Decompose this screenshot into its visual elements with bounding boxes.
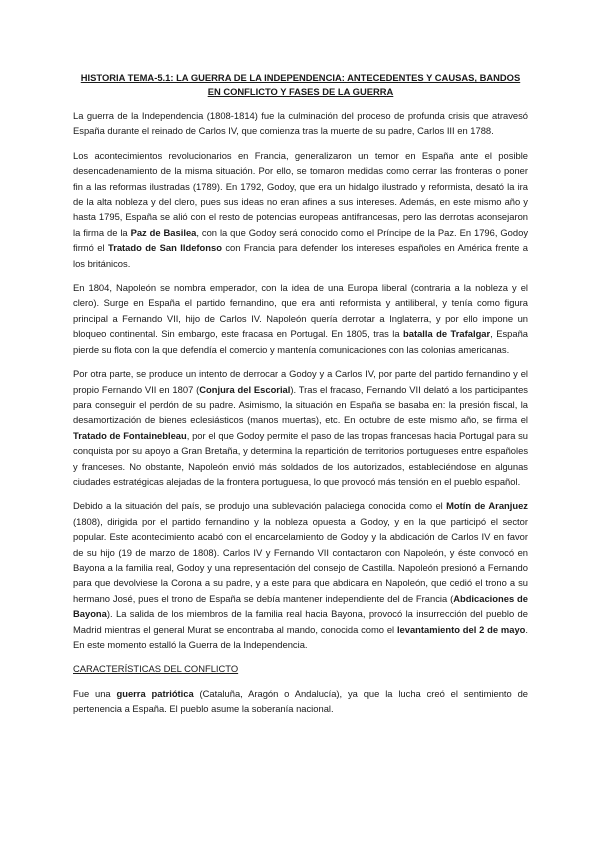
- bold-term: batalla de Trafalgar: [403, 328, 491, 340]
- paragraph-intro: [73, 108, 528, 139]
- paragraph-french-revolution: [73, 148, 528, 271]
- text-run: Por otra parte, se produce un intento de derrocar a Godoy y a Carlos IV, por parte del partido fernandino y el propio Fernando VII en 1807 (: [73, 368, 528, 395]
- text-run: . En este momento estalló la Guerra de la Independencia.: [73, 623, 528, 650]
- paragraph-characteristics: [73, 686, 528, 717]
- bold-term: Tratado de Fontainebleau: [73, 429, 187, 441]
- text-run: ). La salida de los miembros de la familia real hacia Bayona, provocó la insurrección del pueblo de Madrid mientras el general Murat se encontraba al mando, conocida como el: [73, 608, 528, 635]
- text-run: , por el que Godoy permite el paso de las tropas francesas hacia Portugal para su conquista por su apoyo a Gran Bretaña, y determina la repartición de territorios portugueses entre españoles y franceses. No obstante, Napoleón envió más soldados de los autorizados, estableciéndose en algunas ciudades estratégicas alejadas de la frontera portuguesa, lo que provocó más tensión en el pueblo español.: [73, 429, 529, 487]
- text-run: Debido a la situación del país, se produjo una sublevación palaciega conocida como el: [73, 500, 447, 512]
- text-run: La guerra de la Independencia (1808-1814) fue la culminación del proceso de profunda crisis que atravesó España durante el reinado de Carlos IV, que comienza tras la muerte de su padre, Carlos III en 1788.: [73, 110, 528, 137]
- bold-term: guerra patriótica: [116, 687, 194, 699]
- text-run: (1808), dirigida por el partido fernandino y la nobleza opuesta a Godoy, y en la que participó el sector popular. Este acontecimiento acabó con el encarcelamiento de Godoy y la abdicación de Carlos IV en favor de su hijo (19 de marzo de 1808). Carlos IV y Fernando VII contactaron con Napoleón, y éste convocó en Bayona a la familia real, Godoy y una representación del consejo de Castilla. Napoleón presionó a Fernando para que devolviese la Corona a su padre, y a este para que abdicara en Napoleón, que cedió el trono a su hermano José, pues el trono de España se debía mantener independiente del de Francia (: [73, 515, 528, 604]
- text-run: En 1804, Napoleón se nombra emperador, con la idea de una Europa liberal (contraria a la nobleza y el clero). Surge en España el partido fernandino, que era anti reformista y antiliberal, y tenía como figura principal a Fernando VII, hijo de Carlos IV. Napoleón quería derrotar a Inglaterra, y por ello impone un bloqueo continental. Sin embargo, este fracasa en Portugal. En 1805, tras la: [73, 282, 528, 340]
- text-run: (Cataluña, Aragón o Andalucía), ya que la lucha creó el sentimiento de pertenencia a España. El pueblo asume la soberanía nacional.: [73, 687, 529, 715]
- document-title: HISTORIA TEMA-5.1: LA GUERRA DE LA INDEPENDENCIA: ANTECEDENTES Y CAUSAS, BANDOS EN CONFLICTO Y FASES DE LA GUERRA: [80, 72, 521, 97]
- bold-term: Motín de Aranjuez: [446, 500, 528, 512]
- section-heading: CARACTERÍSTICAS DEL CONFLICTO: [73, 663, 239, 675]
- text-run: , con la que Godoy será conocido como el Príncipe de la Paz. En 1796, Godoy firmó el: [73, 226, 529, 254]
- text-run: ). Tras el fracaso, Fernando VII delató a los participantes para conseguir el perdón de su padre. Asimismo, la situación en España se basaba en: la presión fiscal, la desamortización de bienes eclesiásticos (manos muertas), etc. En octubre de este mismo año, se firma el: [73, 383, 528, 426]
- bold-term: Conjura del Escorial: [199, 383, 291, 395]
- bold-term: Abdicaciones de Bayona: [73, 592, 528, 620]
- paragraph-escorial: [73, 366, 528, 489]
- bold-term: Tratado de San Ildefonso: [107, 242, 222, 254]
- text-run: Fue una: [73, 687, 117, 699]
- paragraph-aranjuez: [73, 498, 528, 652]
- text-run: Los acontecimientos revolucionarios en Francia, generalizaron un temor en España ante el posible desencadenamiento de la misma situación. Por ello, se tomaron medidas como cerrar las fronteras o poner fin a las reformas ilustradas (1789). En 1792, Godoy, que era un hidalgo ilustrado y reformista, desató la ira de la alta nobleza y del clero, pues sus ideas no eran afines a sus intereses. Además, en este mismo año y hasta 1795, España se alió con el resto de potencias europeas antifrancesas, pero las derrotas aconsejaron la firma de la: [73, 149, 528, 238]
- text-run: , España pierde su flota con la que defendía el comercio y mantenía comunicaciones con las colonias americanas.: [73, 328, 528, 355]
- paragraph-napoleon: [73, 280, 528, 357]
- bold-term: Paz de Basilea: [130, 226, 197, 238]
- text-run: con Francia para defender los intereses españoles en América frente a los británicos.: [73, 242, 528, 269]
- bold-term: levantamiento del 2 de mayo: [396, 623, 526, 635]
